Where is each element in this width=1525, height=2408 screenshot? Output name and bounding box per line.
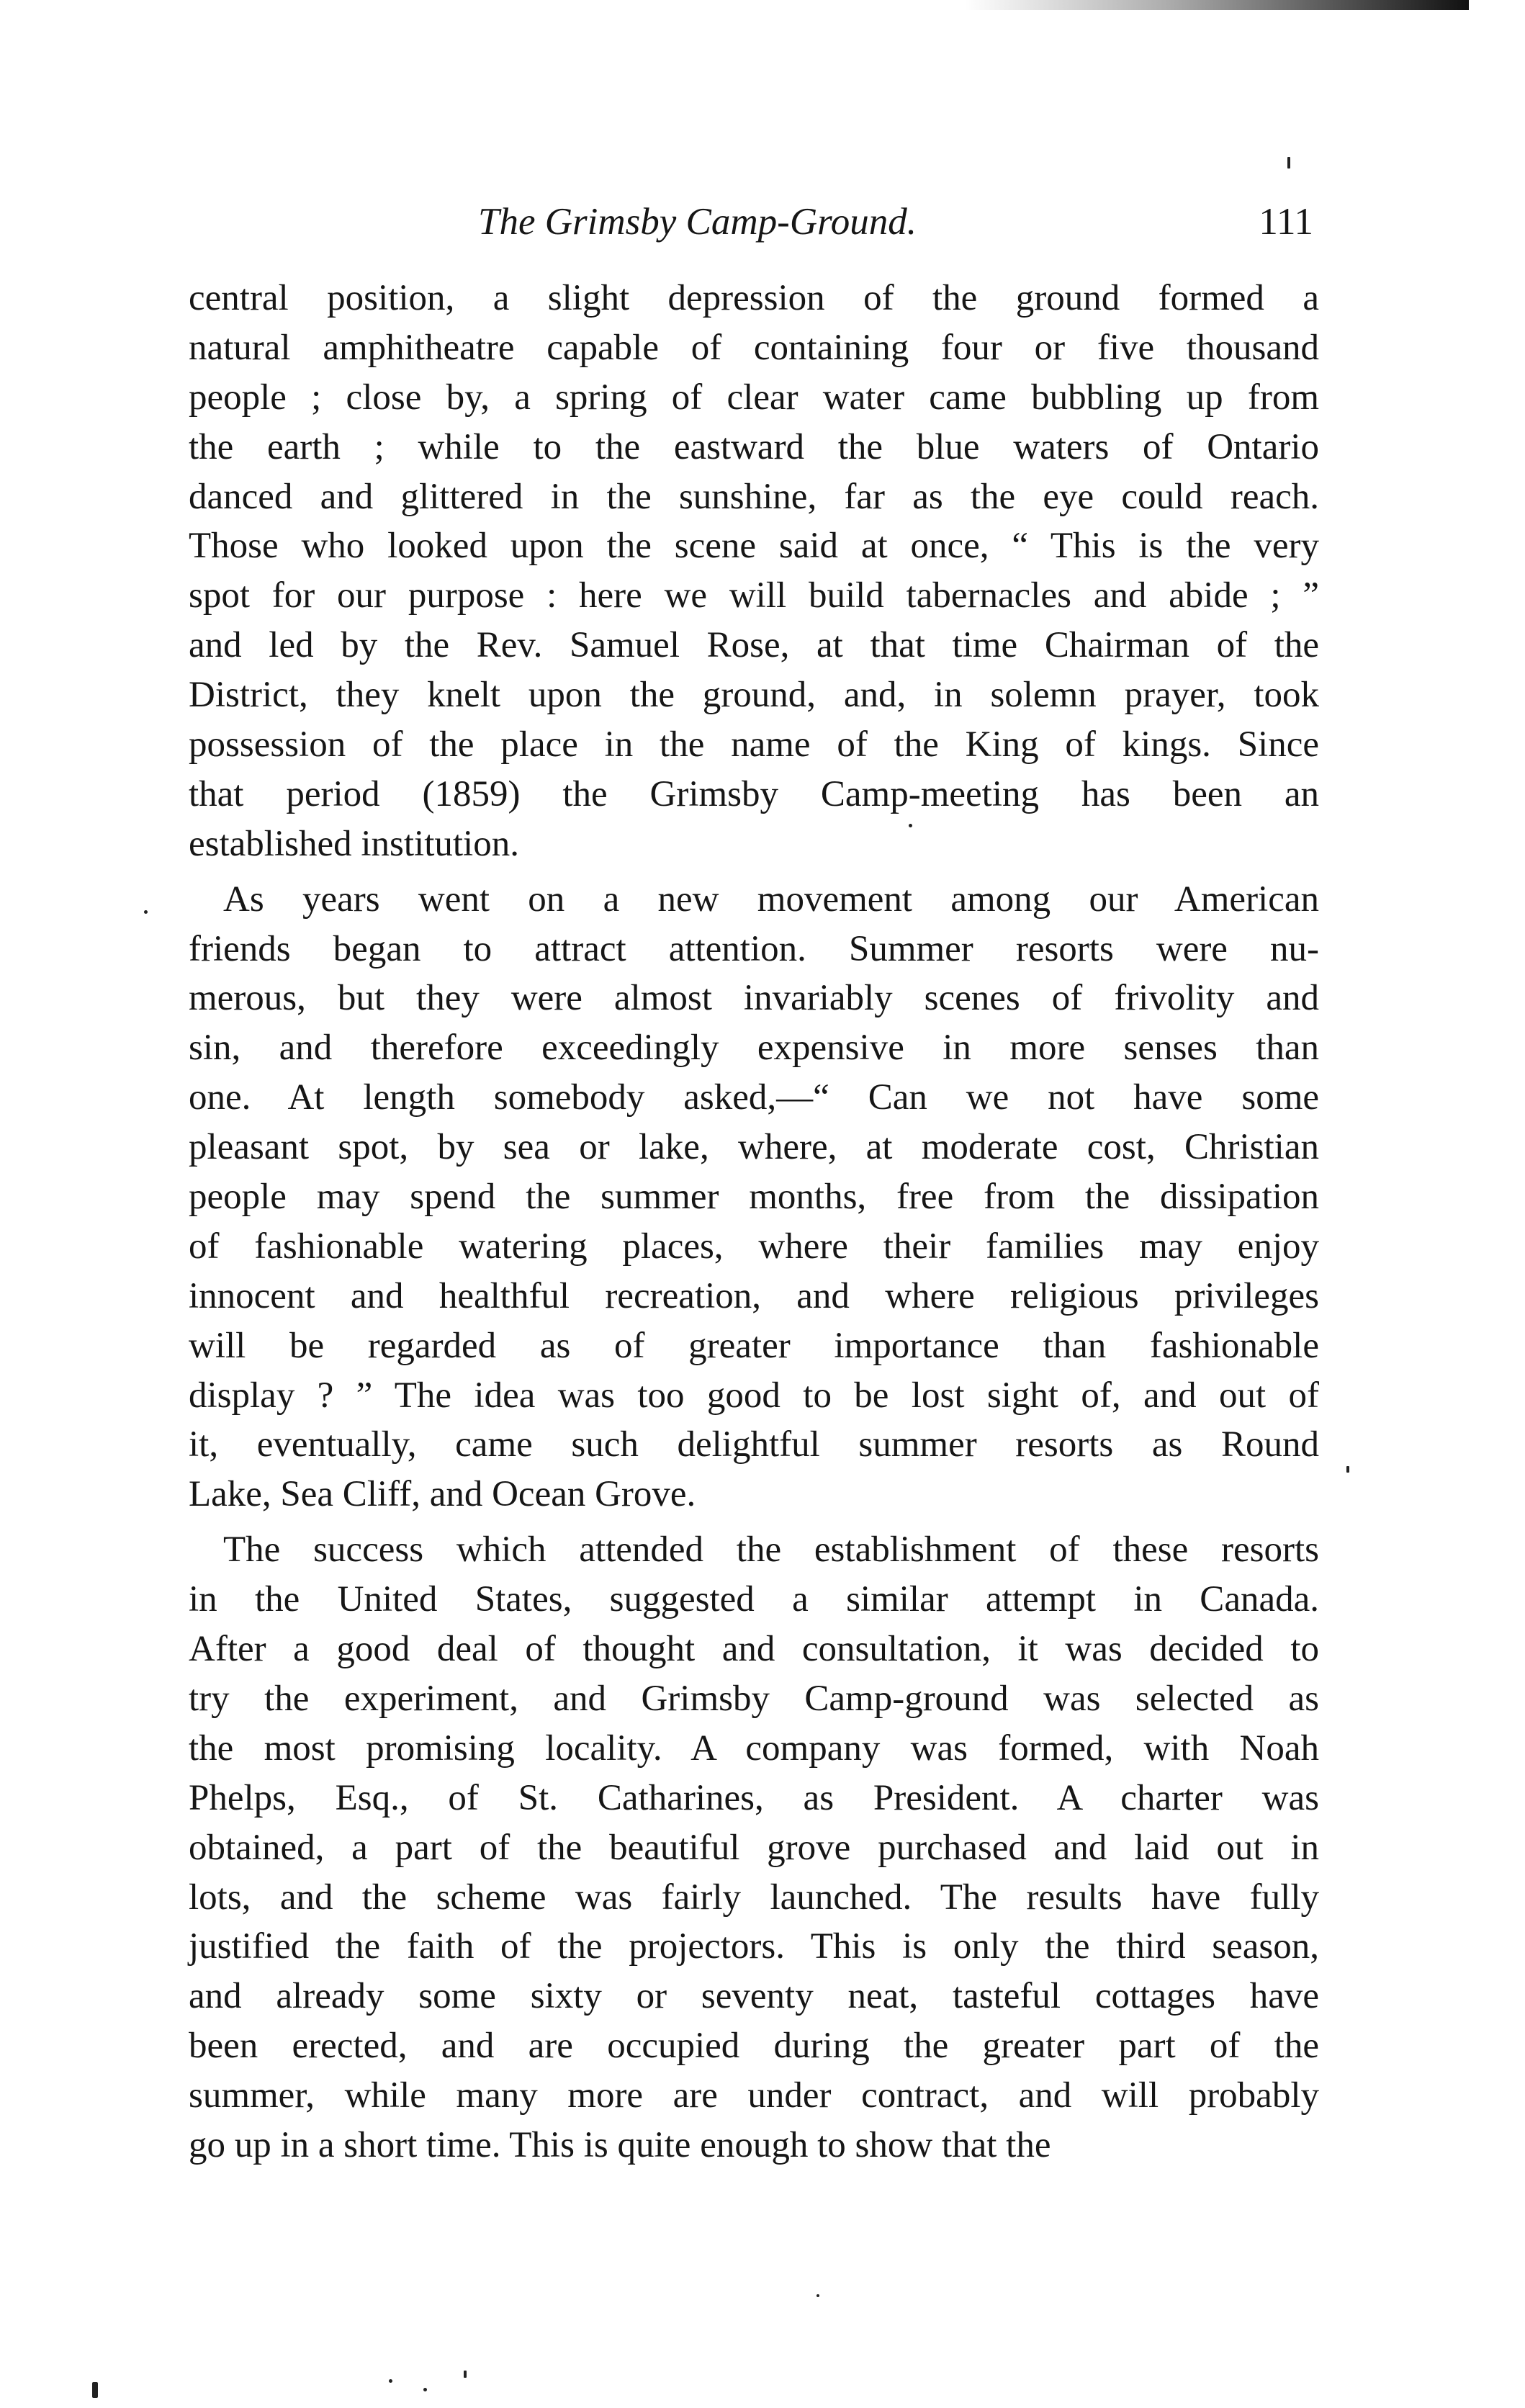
- text-line: and already some sixty or seventy neat, tasteful cottages have: [189, 1976, 1319, 2017]
- page-header: [190, 193, 1313, 251]
- print-speck: [1346, 1466, 1349, 1473]
- text-line: in the United States, suggested a similar attempt in Canada.: [189, 1579, 1319, 1620]
- page-number: 111: [1259, 201, 1313, 243]
- text-line: District, they knelt upon the ground, and, in solemn prayer, took: [189, 675, 1319, 716]
- text-line: been erected, and are occupied during the greater part of the: [189, 2026, 1319, 2067]
- text-line: of fashionable watering places, where their families may enjoy: [189, 1226, 1319, 1267]
- text-line: danced and glittered in the sunshine, far as the eye could reach.: [189, 476, 1319, 517]
- text-line: it, eventually, came such delightful summer resorts as Round: [189, 1424, 1319, 1465]
- text-line: display ? ” The idea was too good to be lost sight of, and out of: [189, 1375, 1319, 1416]
- paragraph-gap: [189, 869, 1319, 875]
- text-line: people ; close by, a spring of clear water came bubbling up from: [189, 377, 1319, 418]
- print-speck: [389, 2379, 392, 2383]
- text-line: friends began to attract attention. Summer resorts were nu-: [189, 928, 1319, 969]
- running-title: The Grimsby Camp-Ground.: [478, 201, 917, 243]
- body-text: [189, 274, 1319, 2165]
- text-line: Those who looked upon the scene said at once, “ This is the very: [189, 526, 1319, 567]
- text-line: the most promising locality. A company was formed, with Noah: [189, 1728, 1319, 1769]
- print-speck: [423, 2388, 427, 2391]
- text-line: sin, and therefore exceedingly expensive in more senses than: [189, 1028, 1319, 1069]
- print-speck: [92, 2382, 98, 2398]
- text-line: possession of the place in the name of the King of kings. Since: [189, 724, 1319, 765]
- top-edge-rule: [965, 0, 1469, 10]
- text-line: try the experiment, and Grimsby Camp-ground was selected as: [189, 1678, 1319, 1719]
- text-line: will be regarded as of greater importance than fashionable: [189, 1325, 1319, 1366]
- text-line: central position, a slight depression of the ground formed a: [189, 278, 1319, 318]
- text-line: justified the faith of the projectors. This is only the third season,: [189, 1926, 1319, 1967]
- text-line: lots, and the scheme was fairly launched. The results have fully: [189, 1877, 1319, 1918]
- text-line: summer, while many more are under contract, and will probably: [189, 2075, 1319, 2116]
- text-line: people may spend the summer months, free from the dissipation: [189, 1177, 1319, 1218]
- text-line: After a good deal of thought and consultation, it was decided to: [189, 1629, 1319, 1670]
- print-speck: [817, 2294, 819, 2297]
- text-line: obtained, a part of the beautiful grove purchased and laid out in: [189, 1827, 1319, 1868]
- text-line: Phelps, Esq., of St. Catharines, as President. A charter was: [189, 1777, 1319, 1818]
- text-line: one. At length somebody asked,—“ Can we not have some: [189, 1077, 1319, 1118]
- text-line: pleasant spot, by sea or lake, where, at moderate cost, Christian: [189, 1127, 1319, 1168]
- print-speck: [464, 2371, 467, 2378]
- text-line: As years went on a new movement among our American: [223, 879, 1319, 920]
- text-line: Lake, Sea Cliff, and Ocean Grove.: [189, 1474, 696, 1515]
- print-speck: [1287, 157, 1290, 169]
- print-speck: [144, 910, 148, 914]
- text-line: that period (1859) the Grimsby Camp-meeting has been an: [189, 773, 1319, 814]
- text-line: go up in a short time. This is quite enough to show that the: [189, 2124, 1051, 2165]
- text-line: established institution.: [189, 823, 519, 864]
- text-line: spot for our purpose : here we will build tabernacles and abide ; ”: [189, 575, 1319, 616]
- text-line: and led by the Rev. Samuel Rose, at that time Chairman of the: [189, 625, 1319, 666]
- text-line: the earth ; while to the eastward the blue waters of Ontario: [189, 426, 1319, 467]
- print-speck: [909, 824, 912, 827]
- text-line: merous, but they were almost invariably scenes of frivolity and: [189, 978, 1319, 1019]
- text-line: The success which attended the establishment of these resorts: [223, 1529, 1319, 1571]
- text-line: natural amphitheatre capable of containing four or five thousand: [189, 327, 1319, 368]
- paragraph-gap: [189, 1519, 1319, 1525]
- text-line: innocent and healthful recreation, and where religious privileges: [189, 1275, 1319, 1316]
